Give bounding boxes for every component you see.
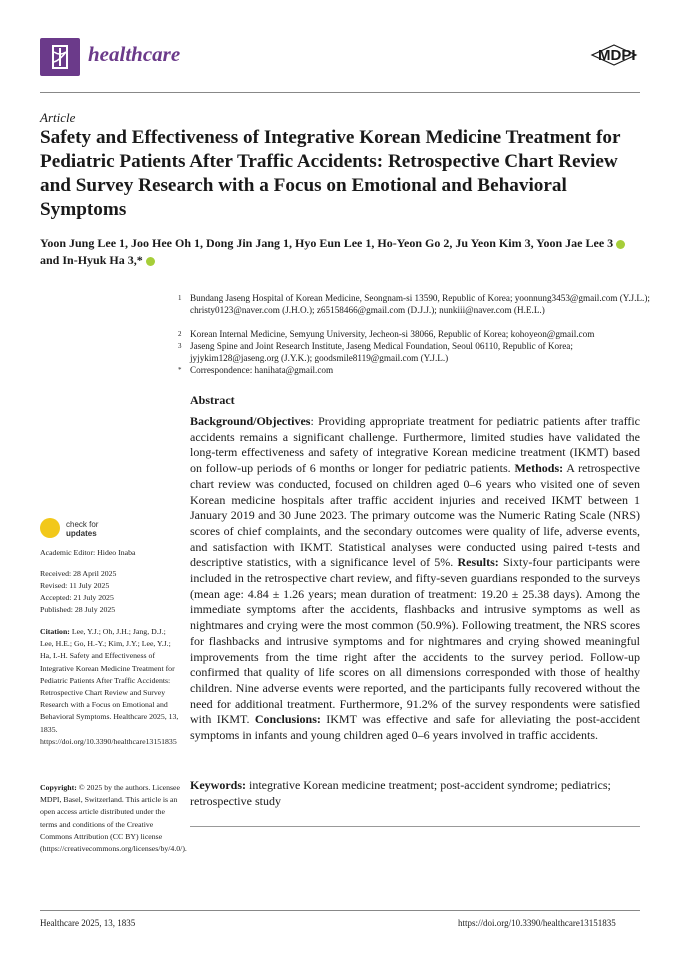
author-list (40, 235, 650, 269)
footer-doi[interactable]: https://doi.org/10.3390/healthcare13151835 (458, 918, 616, 928)
published-date: Published: 28 July 2025 (40, 605, 116, 614)
citation-text: Lee, Y.J.; Oh, J.H.; Jang, D.J.; Lee, H.E.; Go, H.-Y.; Kim, J.Y.; Lee, Y.J.; Ha, I.-H. Safety and Effectiveness of Integrative Korean Medicine Treatment for Pediatric Patients After Traffic Accidents: Retrospective Chart Review and Survey Research with a Focus on Emotional and Behavioral Symptoms. Healthcare 2025, 13, 1835. https://doi.org/10.3390/healthcare13151835 (40, 627, 179, 746)
journal-logo (40, 38, 80, 76)
affiliation-3 (178, 340, 650, 364)
section-divider (190, 826, 640, 827)
affiliation-number: 3 (178, 342, 182, 350)
affiliation-text: Korean Internal Medicine, Semyung University, Jecheon-si 38066, Republic of Korea; kohoyeon@gmail.com (190, 329, 595, 339)
background-label: Background/Objectives (190, 414, 311, 428)
citation-label: Citation: (40, 627, 70, 636)
conclusions-label: Conclusions: (254, 712, 321, 727)
footer-divider (40, 910, 640, 911)
orcid-icon[interactable] (146, 257, 155, 266)
check-updates-label (66, 520, 98, 538)
affiliation-number: 2 (178, 330, 182, 338)
publisher-logo (590, 44, 638, 70)
academic-editor: Academic Editor: Hideo Inaba (40, 548, 136, 557)
check-updates-icon (40, 518, 60, 538)
methods-text: A retrospective chart review was conducted, focused on children aged 0–6 years who visited one of seven Korean medicine hospitals after traffic accident injuries and received IKMT between 1 January 2019 and 30 June 2023. The primary outcome was the Numeric Rating Scale (NRS) scores of chief complaints, and the secondary outcomes were quality of life, adverse events, and satisfaction with IKMT. Statistical analyses were conducted using paired t-tests and descriptive statistics, with a significance level of 5%. (190, 461, 641, 570)
check-line-1: check for (66, 520, 99, 529)
footer-citation: Healthcare 2025, 13, 1835 (40, 918, 136, 928)
affiliation-number: * (178, 366, 182, 374)
affiliation-text: Bundang Jaseng Hospital of Korean Medicine, Seongnam-si 13590, Republic of Korea; yoonnung3453@gmail.com (Y.J.L.); christy0123@naver.com (J.H.O.); z65158466@gmail.com (D.J.J.); nunkiii@naver.com (H.E.L.) (190, 293, 650, 315)
article-type: Article (40, 110, 76, 125)
check-for-updates-badge[interactable] (40, 518, 150, 544)
citation (40, 626, 180, 748)
received-date: Received: 28 April 2025 (40, 569, 117, 578)
copyright (40, 782, 187, 855)
journal-name: healthcare (88, 42, 181, 66)
conclusions-text: IKMT was effective and safe for alleviating the post-accident symptoms in infants and young children aged 0–6 years involved in traffic accidents. (190, 712, 641, 743)
affiliation-1 (178, 292, 650, 316)
abstract-heading: Abstract (190, 393, 235, 407)
affiliation-text: Jaseng Spine and Joint Research Institute, Jaseng Medical Foundation, Seoul 06110, Republic of Korea; jyjykim128@jaseng.org (J.Y.K.); goodsmile8119@gmail.com (Y.J.L.) (190, 341, 573, 363)
authors-line-2: and In-Hyuk Ha 3,* (40, 253, 143, 267)
abstract-body (190, 414, 640, 744)
affiliation-2 (178, 328, 650, 340)
revised-date: Revised: 11 July 2025 (40, 581, 110, 590)
keywords (190, 777, 640, 809)
check-line-2: updates (66, 529, 97, 538)
keywords-label: Keywords: (190, 778, 246, 792)
affiliation-number: 1 (178, 294, 182, 302)
results-label: Results: (457, 555, 499, 570)
article-title: Safety and Effectiveness of Integrative Korean Medicine Treatment for Pediatric Patients After Traffic Accidents: Retrospective Chart Review and Survey Research with a Focus on Emotional and Behavioral Symptoms (40, 127, 621, 220)
copyright-label: Copyright: (40, 783, 77, 792)
keywords-text: integrative Korean medicine treatment; post-accident syndrome; pediatrics; retrospective study (190, 778, 611, 808)
results-text: Sixty-four participants were included in the retrospective chart review, and fifty-seven guardians responded to the surveys (mean age: 4.84 ± 1.26 years; mean duration of treatment: 19.20 ± 25.38 days). Among the immediate symptoms after the accidents, flashbacks and intrusive symptoms as well as nightmares and crying were the most common (50.9%). Following treatment, the NRS scores for flashbacks and intrusive symptoms and for nightmares and crying showed meaningful improvements from the time right after the accidents to the survey period. Follow-up confirmed that quality of life scores on all dimensions corresponded with those of healthy children. Nine adverse events were reported, and the participants fully recovered without the need for additional treatment. Furthermore, 91.2% of the survey respondents were satisfied with IKMT. (190, 555, 640, 727)
accepted-date: Accepted: 21 July 2025 (40, 593, 114, 602)
authors-line-1: Yoon Jung Lee 1, Joo Hee Oh 1, Dong Jin Jang 1, Hyo Eun Lee 1, Ho-Yeon Go 2, Ju Yeon Kim 3, Yoon Jae Lee 3 (40, 236, 614, 250)
publisher-name: MDPI (598, 47, 636, 64)
copyright-text: © 2025 by the authors. Licensee MDPI, Basel, Switzerland. This article is an open access article distributed under the terms and conditions of the Creative Commons Attribution (CC BY) license (https://creativecommons.org/licenses/by/4.0/). (40, 783, 187, 854)
correspondence (178, 364, 650, 376)
methods-label: Methods: (514, 461, 564, 476)
background-text: : Providing appropriate treatment for pediatric patients after traffic accidents remains a significant challenge. Furthermore, limited studies have validated the long-term effectiveness and safety of integrative Korean medicine treatment (IKMT) based on follow-up periods of 6 months or longer for pediatric patients. (190, 414, 640, 476)
affiliation-text: Correspondence: hanihata@gmail.com (190, 365, 334, 375)
orcid-icon[interactable] (616, 240, 625, 249)
header-divider (40, 92, 640, 93)
